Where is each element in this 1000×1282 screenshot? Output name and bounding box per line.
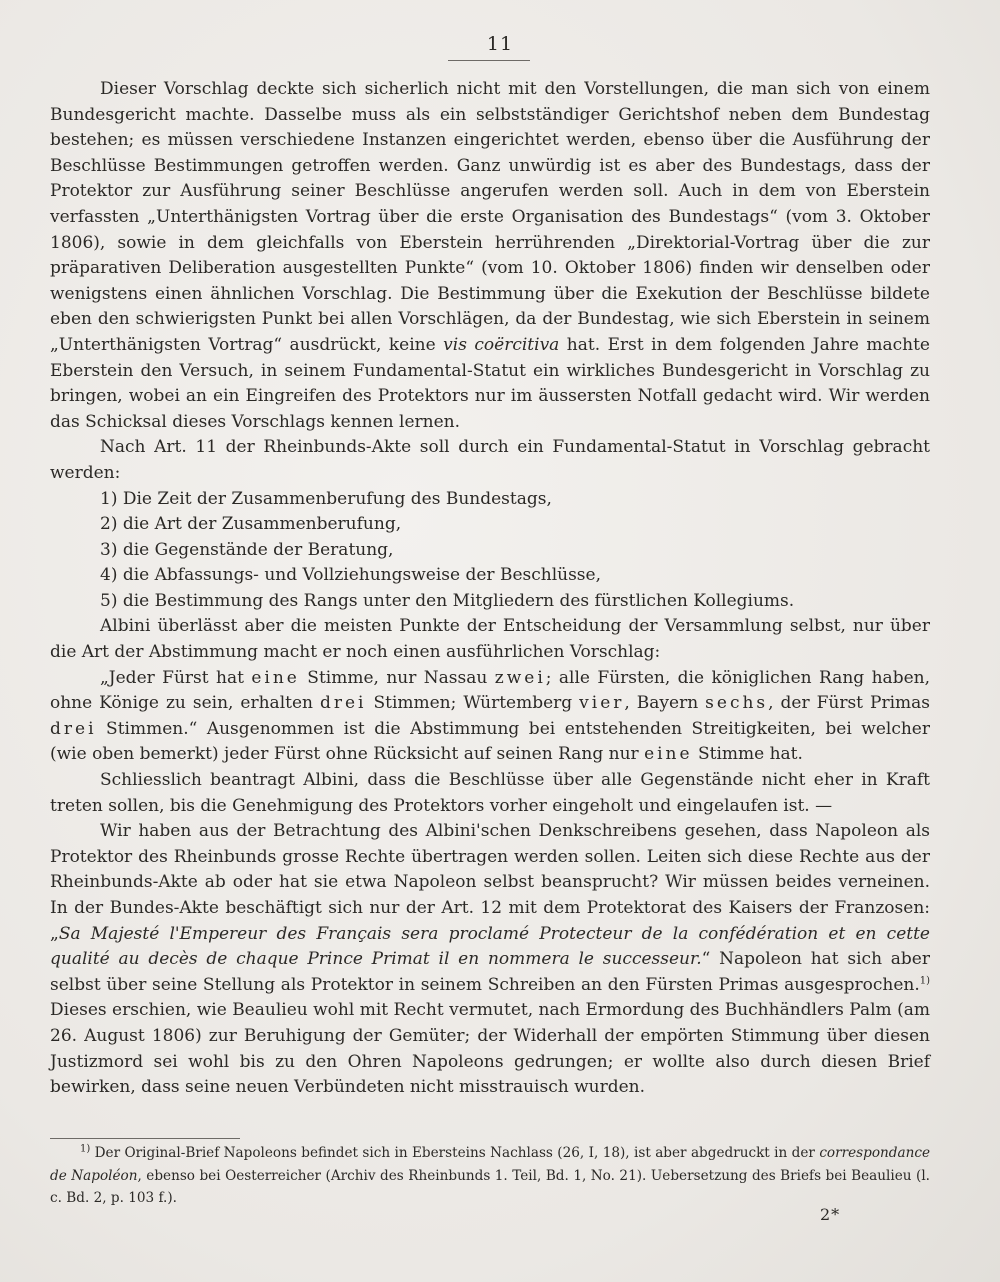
spaced-word: sechs bbox=[705, 693, 769, 714]
paragraph-1-italic: vis coërcitiva bbox=[443, 334, 560, 355]
footnote-italic: correspondance de Napoléon bbox=[50, 1145, 930, 1184]
signature-mark: 2* bbox=[820, 1205, 841, 1224]
list-item: 3) die Gegenstände der Beratung, bbox=[100, 539, 394, 560]
paragraph-6 bbox=[50, 819, 930, 1101]
quote-text: Stimmen; Würtemberg bbox=[366, 693, 580, 714]
page-number-rule bbox=[448, 60, 530, 61]
quote-text: Stimme, nur Nassau bbox=[299, 667, 495, 688]
spaced-word: zwei bbox=[494, 667, 546, 688]
paragraph-1-text: Dieser Vorschlag deckte sich sicherlich nicht mit den Vorstellungen, die man sich von einem Bundesgericht machte. Dasselbe muss als ein selbstständiger Gerichtshof neben dem Bundestag bestehen; es müssen verschiedene Instanzen eingerichtet werden, ebenso über die Ausführung der Beschlüsse Bestimmungen getroffen werden. Ganz unwürdig ist es aber des Bundestags, dass der Protektor zur Ausführung seiner Beschlüsse angerufen werden soll. Auch in dem von Eberstein verfassten „Unterthänigsten Vortrag über die erste Organisation des Bundestags“ (vom 3. Oktober 1806), sowie in dem gleichfalls von Eberstein herrührenden „Direktorial-Vortrag über die zur präparativen Deliberation ausgestellten Punkte“ (vom 10. Oktober 1806) finden wir denselben oder wenigstens einen ähnlichen Vorschlag. Die Bestimmung über die Exekution der Beschlüsse bildete eben den schwierigsten Punkt bei allen Vorschlägen, da der Bundestag, wie sich Eberstein in seinem „Unterthänigsten Vortrag“ ausdrückt, keine bbox=[50, 79, 930, 355]
spaced-word: drei bbox=[50, 718, 97, 739]
paragraph-5: Schliesslich beantragt Albini, dass die Beschlüsse über alle Gegenstände nicht eher in Kraft treten sollen, bis die Genehmigung des Protektors vorher eingeholt und eingelaufen ist. — bbox=[50, 770, 930, 816]
list-item: 4) die Abfassungs- und Vollziehungsweise der Beschlüsse, bbox=[100, 565, 601, 586]
footnotes bbox=[50, 1142, 930, 1210]
quote-text: Stimmen.“ Ausgenommen ist die Abstimmung bei entstehenden Streitigkeiten, bei welcher (wie oben bemerkt) jeder Fürst ohne Rücksicht auf seinen Rang nur bbox=[50, 718, 930, 765]
enumerated-list bbox=[50, 487, 930, 615]
paragraph-3: Albini überlässt aber die meisten Punkte der Entscheidung der Versammlung selbst, nur über die Art der Abstimmung macht er noch einen ausführlichen Vorschlag: bbox=[50, 616, 930, 663]
footnote-text: , ebenso bei Oesterreicher (Archiv des Rheinbunds 1. Teil, Bd. 1, No. 21). Uebersetzung des Briefs bei Beaulieu (l. c. Bd. 2, p. 103 f.). bbox=[50, 1167, 930, 1206]
paragraph-1 bbox=[50, 77, 930, 435]
quote-text: Stimme hat. bbox=[692, 744, 803, 765]
quote-text: ; alle Fürsten, die königlichen Rang haben, ohne Könige zu sein, erhalten bbox=[50, 667, 930, 714]
french-quotation: Sa Majesté l'Empereur des Français sera proclamé Protecteur de la confédération et en cette qualité au decès de chaque Prince Primat il en nommera le successeur. bbox=[50, 923, 930, 970]
spaced-word: eine bbox=[251, 667, 300, 688]
footnote-marker: 1) bbox=[80, 1143, 91, 1155]
footnote-text: Der Original-Brief Napoleons befindet sich in Ebersteins Nachlass (26, I, 18), ist aber abgedruckt in der bbox=[90, 1145, 820, 1161]
quote-text: , Bayern bbox=[624, 693, 706, 714]
paragraph-6-text: Dieses erschien, wie Beaulieu wohl mit Recht vermutet, nach Ermordung des Buchhändlers Palm (am 26. August 1806) zur Beruhigung der Gemüter; der Widerhall der empörten Stimmung über diesen Justizmord sei wohl bis zu den Ohren Napoleons gedrungen; er wollte also durch diesen Brief bewirken, dass seine neuen Verbündeten nicht misstrauisch wurden. bbox=[50, 1000, 930, 1098]
spaced-word: drei bbox=[319, 693, 367, 714]
paragraph-1-end: hat. Erst in dem folgenden Jahre machte Eberstein den Versuch, in seinem Fundamental-Statut ein wirkliches Bundesgericht in Vorschlag zu bringen, wobei an ein Eingreifen des Protektors nur im äussersten Notfall gedacht wird. Wir werden das Schicksal dieses Vorschlags kennen lernen. bbox=[50, 334, 930, 432]
spaced-word: eine bbox=[644, 744, 693, 765]
paragraph-4-quote bbox=[50, 666, 930, 768]
main-text bbox=[50, 77, 930, 1101]
paragraph-2: Nach Art. 11 der Rheinbunds-Akte soll durch ein Fundamental-Statut in Vorschlag gebracht werden: bbox=[50, 437, 930, 483]
footnote-1 bbox=[50, 1142, 930, 1210]
paragraph-6-text: “ Napoleon hat sich aber selbst über seine Stellung als Protektor in seinem Schreiben an den Fürsten Primas ausgesprochen. bbox=[50, 949, 930, 995]
list-item: 1) Die Zeit der Zusammenberufung des Bundestags, bbox=[100, 488, 552, 509]
paragraph-6-text: Wir haben aus der Betrachtung des Albini'schen Denkschreibens gesehen, dass Napoleon als Protektor des Rheinbunds grosse Rechte übertragen werden sollen. Leiten sich diese Rechte aus der Rheinbunds-Akte ab oder hat sie etwa Napoleon selbst beansprucht? Wir müssen beides verneinen. In der Bundes-Akte beschäftigt sich nur der Art. 12 mit dem Protektorat des Kaisers der Franzosen: „ bbox=[50, 821, 930, 944]
footnote-rule bbox=[50, 1138, 240, 1139]
footnote-reference: 1) bbox=[919, 975, 930, 987]
list-item: 5) die Bestimmung des Rangs unter den Mitgliedern des fürstlichen Kollegiums. bbox=[100, 590, 795, 611]
spaced-word: vier bbox=[579, 693, 625, 714]
list-item: 2) die Art der Zusammenberufung, bbox=[100, 514, 402, 535]
quote-text: , der Fürst Primas bbox=[768, 693, 930, 714]
quote-text: „Jeder Fürst hat bbox=[100, 667, 252, 688]
page-number: 11 bbox=[486, 33, 514, 55]
